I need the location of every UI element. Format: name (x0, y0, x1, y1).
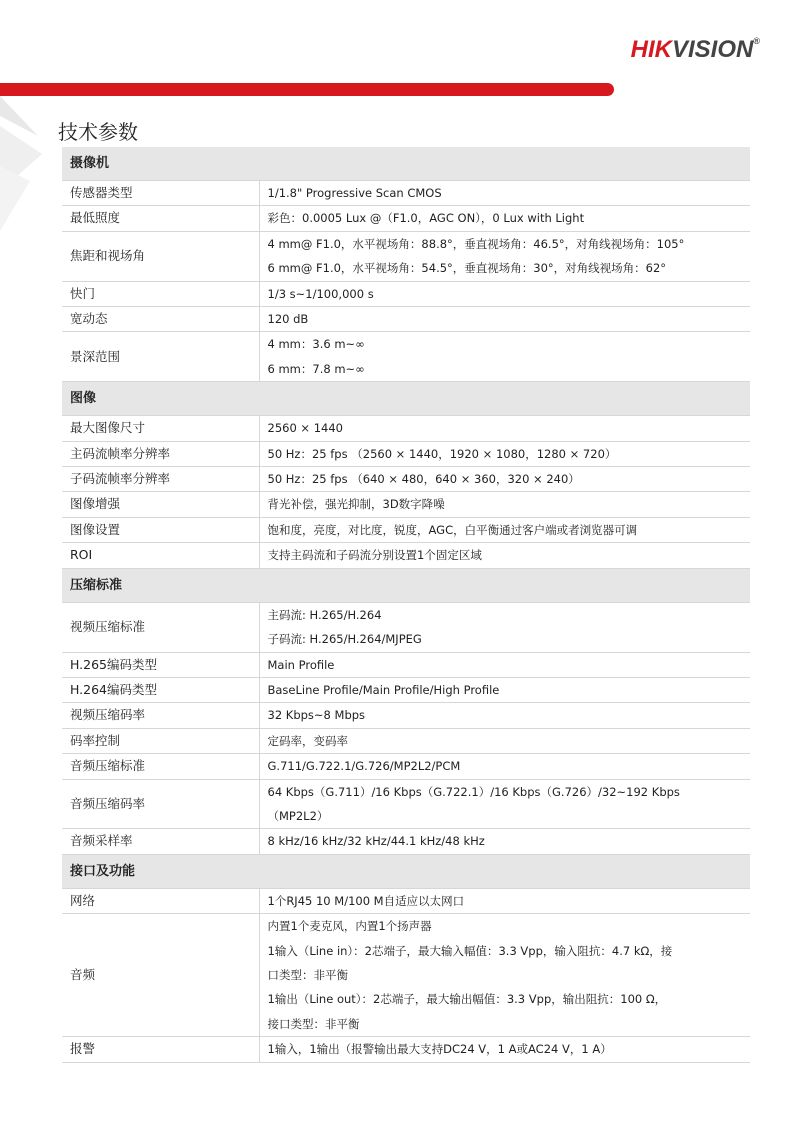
logo-text-vision: VISION (672, 36, 754, 63)
spec-label: 视频压缩标准 (62, 602, 259, 652)
spec-value-line: 定码率，变码率 (267, 733, 348, 748)
spec-value (259, 332, 750, 382)
spec-value (259, 492, 750, 517)
spec-value (259, 206, 750, 231)
spec-label: H.265编码类型 (62, 652, 259, 677)
spec-row (62, 677, 750, 702)
spec-value-line: 8 kHz/16 kHz/32 kHz/44.1 kHz/48 kHz (267, 834, 485, 849)
spec-label: 网络 (62, 888, 259, 913)
spec-row (62, 517, 750, 542)
spec-value (259, 754, 750, 779)
spec-value (259, 416, 750, 441)
section-header (62, 382, 750, 416)
spec-value-line: 2560 × 1440 (267, 421, 343, 436)
spec-value-line: 口类型：非平衡 (267, 967, 348, 982)
spec-row (62, 914, 750, 1037)
spec-value-line: 4 mm@ F1.0，水平视场角：88.8°，垂直视场角：46.5°，对角线视场角：105° (267, 236, 685, 251)
spec-label: H.264编码类型 (62, 677, 259, 702)
spec-value (259, 181, 750, 206)
hikvision-logo (631, 36, 760, 64)
registered-mark: ® (753, 36, 760, 46)
decorative-triangles (0, 96, 60, 236)
spec-value (259, 231, 750, 281)
spec-value (259, 543, 750, 568)
spec-value (259, 677, 750, 702)
spec-value (259, 602, 750, 652)
spec-value-line: （MP2L2） (267, 808, 329, 823)
spec-row (62, 181, 750, 206)
spec-label: 音频压缩标准 (62, 754, 259, 779)
spec-row (62, 416, 750, 441)
spec-value (259, 441, 750, 466)
section-title: 压缩标准 (62, 568, 750, 602)
spec-label: 图像增强 (62, 492, 259, 517)
spec-row (62, 543, 750, 568)
spec-value (259, 779, 750, 829)
spec-label: 音频采样率 (62, 829, 259, 854)
spec-value (259, 829, 750, 854)
spec-label: 景深范围 (62, 332, 259, 382)
spec-row (62, 888, 750, 913)
spec-value-line: 背光补偿，强光抑制，3D数字降噪 (267, 497, 445, 512)
spec-value-line: 1输出（Line out）：2芯端子，最大输出幅值：3.3 Vpp，输出阻抗：100 Ω， (267, 992, 667, 1007)
spec-label: 最大图像尺寸 (62, 416, 259, 441)
spec-label: 码率控制 (62, 728, 259, 753)
section-title: 图像 (62, 382, 750, 416)
spec-row (62, 441, 750, 466)
spec-row (62, 467, 750, 492)
spec-value-line: 1输入（Line in）：2芯端子，最大输入幅值：3.3 Vpp，输入阻抗：4.7 kΩ，接 (267, 943, 673, 958)
spec-value (259, 728, 750, 753)
section-header (62, 568, 750, 602)
spec-row (62, 1037, 750, 1062)
spec-value (259, 1037, 750, 1062)
spec-row (62, 602, 750, 652)
spec-row (62, 332, 750, 382)
spec-value (259, 914, 750, 1037)
spec-label: 图像设置 (62, 517, 259, 542)
spec-value-line: 120 dB (267, 312, 309, 327)
spec-value-line: BaseLine Profile/Main Profile/High Profile (267, 682, 500, 697)
spec-table (62, 147, 750, 1063)
section-header (62, 147, 750, 181)
spec-value (259, 467, 750, 492)
spec-value-line: 32 Kbps~8 Mbps (267, 708, 366, 723)
spec-value-line: Main Profile (267, 657, 335, 672)
spec-label: 宽动态 (62, 307, 259, 332)
spec-label: 最低照度 (62, 206, 259, 231)
spec-value-line: 1个RJ45 10 M/100 M自适应以太网口 (267, 893, 465, 908)
spec-label: 焦距和视场角 (62, 231, 259, 281)
section-title: 摄像机 (62, 147, 750, 181)
spec-row (62, 307, 750, 332)
page-title: 技术参数 (58, 120, 138, 144)
spec-label: 主码流帧率分辨率 (62, 441, 259, 466)
header-red-bar (0, 83, 614, 96)
spec-label: 传感器类型 (62, 181, 259, 206)
section-title: 接口及功能 (62, 854, 750, 888)
spec-value-line: 4 mm：3.6 m~∞ (267, 337, 365, 352)
spec-label: 快门 (62, 281, 259, 306)
spec-row (62, 829, 750, 854)
spec-value-line: 支持主码流和子码流分别设置1个固定区域 (267, 548, 482, 563)
spec-label: 报警 (62, 1037, 259, 1062)
spec-label: 音频压缩码率 (62, 779, 259, 829)
spec-row (62, 652, 750, 677)
spec-value-line: 50 Hz：25 fps （2560 × 1440，1920 × 1080，1280 × 720） (267, 446, 617, 461)
spec-value-line: G.711/G.722.1/G.726/MP2L2/PCM (267, 759, 461, 774)
spec-value-line: 50 Hz：25 fps （640 × 480，640 × 360，320 × 240） (267, 472, 580, 487)
spec-value-line: 1输入，1输出（报警输出最大支持DC24 V，1 A或AC24 V，1 A） (267, 1042, 612, 1057)
spec-value-line: 6 mm：7.8 m~∞ (267, 361, 365, 376)
spec-label: 子码流帧率分辨率 (62, 467, 259, 492)
spec-value (259, 703, 750, 728)
spec-row (62, 231, 750, 281)
section-header (62, 854, 750, 888)
spec-value-line: 1/1.8" Progressive Scan CMOS (267, 186, 442, 200)
spec-label: ROI (62, 543, 259, 568)
spec-value (259, 281, 750, 306)
spec-row (62, 728, 750, 753)
spec-row (62, 779, 750, 829)
spec-row (62, 206, 750, 231)
spec-value-line: 彩色：0.0005 Lux @（F1.0，AGC ON），0 Lux with Light (267, 211, 585, 226)
spec-row (62, 703, 750, 728)
spec-row (62, 754, 750, 779)
spec-row (62, 492, 750, 517)
spec-value (259, 888, 750, 913)
spec-label: 音频 (62, 914, 259, 1037)
spec-value-line: 饱和度，亮度，对比度，锐度，AGC，白平衡通过客户端或者浏览器可调 (267, 522, 638, 537)
spec-value-line: 1/3 s~1/100,000 s (267, 286, 374, 301)
spec-label: 视频压缩码率 (62, 703, 259, 728)
spec-value-line: 子码流: H.265/H.264/MJPEG (267, 632, 422, 647)
spec-value-line: 接口类型：非平衡 (267, 1016, 360, 1031)
spec-row (62, 281, 750, 306)
spec-value-line: 主码流: H.265/H.264 (267, 607, 382, 622)
spec-value (259, 652, 750, 677)
spec-value-line: 内置1个麦克风，内置1个扬声器 (267, 919, 432, 934)
spec-value (259, 517, 750, 542)
spec-value-line: 64 Kbps（G.711）/16 Kbps（G.722.1）/16 Kbps（G.726）/32~192 Kbps (267, 784, 680, 799)
logo-text-hik: HIK (630, 36, 672, 63)
spec-value (259, 307, 750, 332)
spec-value-line: 6 mm@ F1.0，水平视场角：54.5°，垂直视场角：30°，对角线视场角：62° (267, 261, 667, 276)
